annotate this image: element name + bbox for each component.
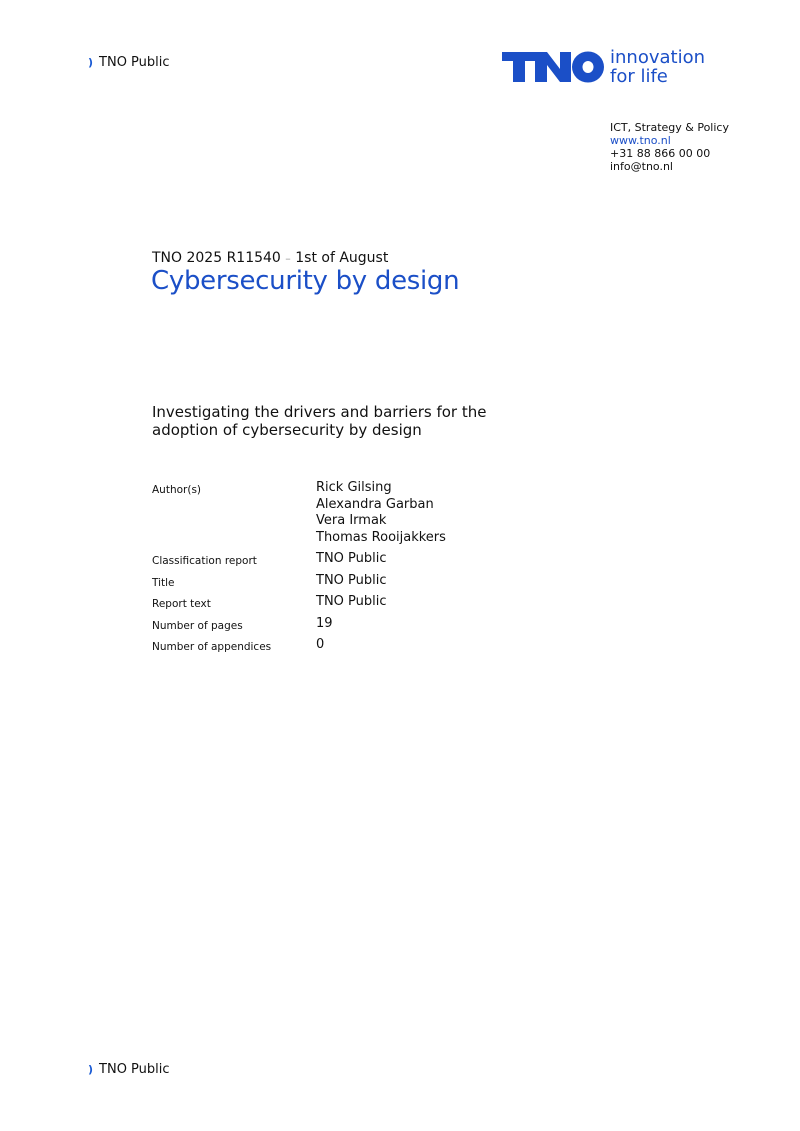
meta-value: 0 [316, 637, 325, 652]
meta-label-authors: Author(s) [152, 484, 202, 496]
tno-wordmark-icon [502, 49, 604, 85]
logo-slogan-line2: for life [610, 66, 668, 87]
report-metadata [152, 480, 572, 659]
phone-number: +31 88 866 00 00 [610, 147, 711, 160]
author-name: Thomas Rooijakkers [316, 529, 446, 545]
author-list [316, 480, 446, 546]
logo-slogan-line1: innovation [610, 47, 705, 68]
meta-row-title [152, 573, 572, 590]
author-name: Vera Irmak [316, 513, 387, 528]
report-separator: – [285, 252, 291, 265]
meta-value: TNO Public [316, 551, 387, 566]
meta-row-appendices [152, 637, 572, 654]
chevron-right-icon: ) [88, 56, 94, 69]
website-link[interactable]: www.tno.nl [610, 134, 671, 147]
meta-label: Number of pages [152, 619, 243, 632]
contact-block [610, 121, 729, 173]
meta-value: 19 [316, 615, 333, 631]
header-classification [88, 55, 170, 70]
meta-row-pages [152, 616, 572, 633]
meta-row-authors [152, 480, 572, 546]
header-classification-label: TNO Public [99, 55, 170, 70]
footer-classification-label: TNO Public [99, 1062, 170, 1077]
meta-value: TNO Public [316, 572, 387, 588]
chevron-right-icon: ) [88, 1063, 94, 1076]
report-title: Cybersecurity by design [151, 266, 460, 296]
email-address[interactable]: info@tno.nl [610, 160, 673, 173]
meta-value: TNO Public [316, 594, 387, 609]
meta-label: Classification report [152, 555, 257, 567]
tno-logo [502, 48, 705, 86]
author-name: Rick Gilsing [316, 480, 392, 495]
meta-label: Number of appendices [152, 641, 272, 653]
meta-label: Title [152, 576, 175, 589]
report-id: TNO 2025 R11540 [152, 250, 281, 266]
report-date: 1st of August [295, 250, 389, 266]
report-subtitle: Investigating the drivers and barriers for the adoption of cybersecurity by design [152, 403, 487, 439]
report-id-line [152, 250, 388, 266]
meta-row-classification [152, 551, 572, 568]
business-unit: ICT, Strategy & Policy [610, 121, 729, 134]
author-name: Alexandra Garban [316, 496, 434, 512]
logo-slogan [610, 48, 705, 86]
meta-label: Report text [152, 598, 211, 610]
footer-classification [88, 1062, 170, 1077]
meta-row-report-text [152, 594, 572, 611]
